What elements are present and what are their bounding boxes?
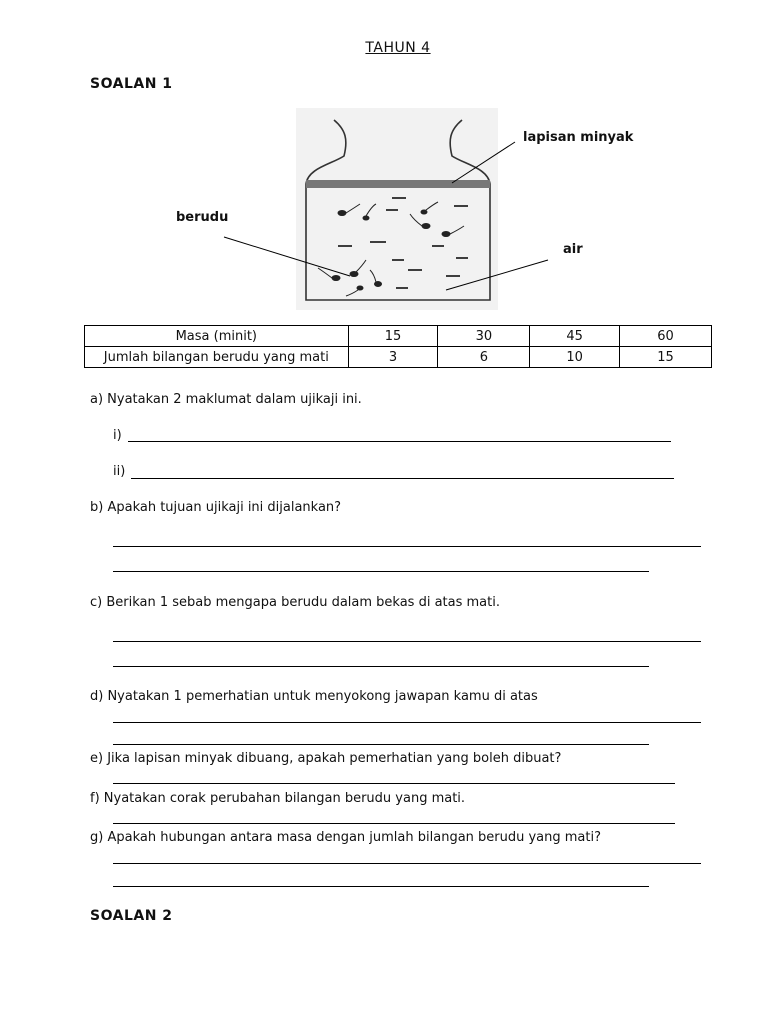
table-cell: 10 — [530, 347, 620, 368]
table-cell: 15 — [620, 347, 712, 368]
question-a-i-label: i) — [113, 428, 122, 443]
answer-line[interactable] — [113, 571, 649, 572]
answer-line[interactable] — [113, 546, 701, 547]
question-a-ii-label: ii) — [113, 464, 126, 479]
question-b: b) Apakah tujuan ujikaji ini dijalankan? — [90, 500, 342, 515]
table-row — [85, 326, 712, 347]
question-e: e) Jika lapisan minyak dibuang, apakah pemerhatian yang boleh dibuat? — [90, 751, 562, 766]
page-title: TAHUN 4 — [365, 40, 431, 56]
table-row — [85, 347, 712, 368]
answer-line[interactable] — [113, 722, 701, 723]
answer-line[interactable] — [113, 863, 701, 864]
leader-tadpole — [224, 237, 350, 276]
question-d: d) Nyatakan 1 pemerhatian untuk menyokong jawapan kamu di atas — [90, 689, 538, 704]
question-g: g) Apakah hubungan antara masa dengan jumlah bilangan berudu yang mati? — [90, 830, 602, 845]
row-label-time: Masa (minit) — [85, 326, 349, 347]
answer-line[interactable] — [113, 886, 649, 887]
answer-line[interactable] — [113, 666, 649, 667]
question-f: f) Nyatakan corak perubahan bilangan berudu yang mati. — [90, 791, 466, 806]
answer-line[interactable] — [113, 823, 675, 824]
row-label-dead-count: Jumlah bilangan berudu yang mati — [85, 347, 349, 368]
answer-line[interactable] — [128, 441, 671, 442]
label-oil-layer: lapisan minyak — [523, 130, 634, 145]
label-water: air — [563, 242, 583, 257]
label-tadpole: berudu — [176, 210, 229, 225]
table-cell: 15 — [348, 326, 438, 347]
table-cell: 60 — [620, 326, 712, 347]
section-1-heading: SOALAN 1 — [90, 76, 173, 92]
leader-lines — [0, 0, 768, 320]
section-2-heading: SOALAN 2 — [90, 908, 173, 924]
answer-line[interactable] — [113, 744, 649, 745]
table-cell: 6 — [438, 347, 530, 368]
table-cell: 45 — [530, 326, 620, 347]
table-cell: 3 — [348, 347, 438, 368]
leader-water — [446, 260, 548, 290]
leader-oil — [452, 142, 515, 183]
question-c: c) Berikan 1 sebab mengapa berudu dalam bekas di atas mati. — [90, 595, 500, 610]
answer-line[interactable] — [113, 641, 701, 642]
answer-line[interactable] — [113, 783, 675, 784]
table-cell: 30 — [438, 326, 530, 347]
data-table — [84, 325, 712, 368]
answer-line[interactable] — [131, 478, 674, 479]
question-a: a) Nyatakan 2 maklumat dalam ujikaji ini. — [90, 392, 362, 407]
